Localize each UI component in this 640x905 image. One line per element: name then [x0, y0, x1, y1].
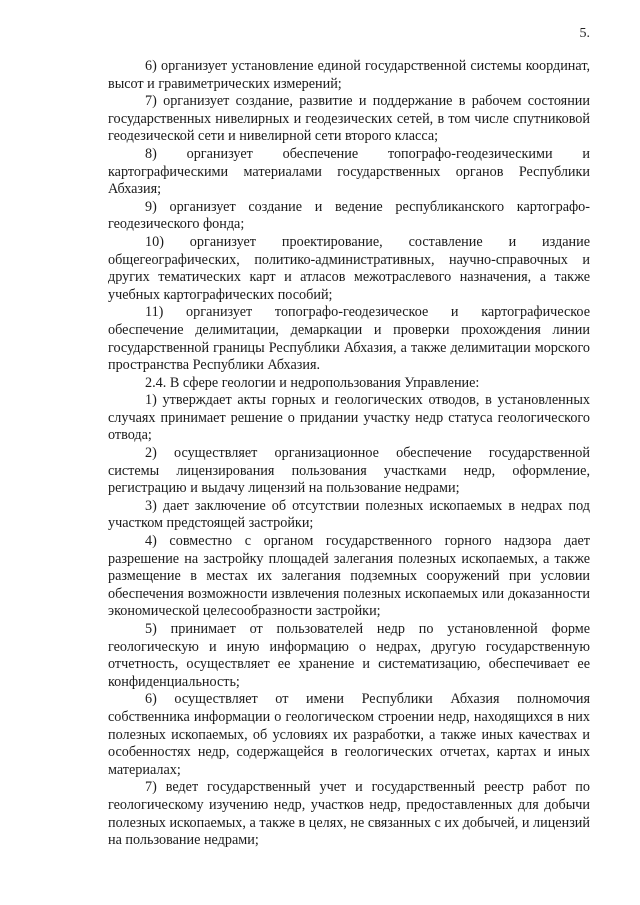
paragraph-4-construction-permit: 4) совместно с органом государственного горного надзора дает разрешение на застройку площадей залегания полезных ископаемых, а также размещение в местах их залегания подземных сооружений при условии обеспечения возможности извлечения полезных ископаемых или доказанности экономической целесообразности застройки; [108, 533, 590, 620]
paragraph-1-mining-allotments: 1) утверждает акты горных и геологических отводов, в установленных случаях принимает решение о придании участку недр статуса геологического отвода; [108, 392, 590, 444]
paragraph-2-licensing: 2) осуществляет организационное обеспечение государственной системы лицензирования пользования участками недр, оформление, регистрацию и выдачу лицензий на пользование недрами; [108, 445, 590, 497]
paragraph-11-border-delimitation: 11) организует топографо-геодезическое и картографическое обеспечение делимитации, демаркации и проверки прохождения линии государственной границы Республики Абхазия, а также делимитации морского пространства Республики Абхазия. [108, 304, 590, 374]
page-number: 5. [579, 26, 590, 41]
paragraph-8-materials-supply: 8) организует обеспечение топографо-геодезическими и картографическими материалами государственных органов Республики Абхазия; [108, 145, 590, 198]
document-body [108, 58, 590, 850]
paragraph-5-geological-information: 5) принимает от пользователей недр по установленной форме геологическую и иную информацию о недрах, другую государственную отчетность, осуществляет ее хранение и систематизацию, обеспечивает ее конфиденциальность; [108, 621, 590, 690]
paragraph-9-cartographic-fund: 9) организует создание и ведение республиканского картографо-геодезического фонда; [108, 198, 590, 233]
paragraph-10-maps-atlases: 10) организует проектирование, составление и издание общегеографических, политико-административных, научно-справочных и других тематических карт и атласов межотраслевого назначения, а также учебных картографических пособий; [108, 233, 590, 303]
paragraph-7-geodetic-networks: 7) организует создание, развитие и поддержание в рабочем состоянии государственных нивелирных и геодезических сетей, в том числе спутниковой геодезической сети и нивелирной сети второго класса; [108, 93, 590, 145]
paragraph-6-information-owner: 6) осуществляет от имени Республики Абхазия полномочия собственника информации о геологическом строении недр, находящихся в них полезных ископаемых, об условиях их разработки, а также иных качествах и особенностях недр, содержащейся в геологических отчетах, картах и иных материалах; [108, 691, 590, 778]
section-heading-2-4: 2.4. В сфере геологии и недропользования Управление: [145, 374, 480, 391]
paragraph-6-coordinates: 6) организует установление единой государственной системы координат, высот и гравиметрических измерений; [108, 58, 590, 92]
paragraph-7-state-registry: 7) ведет государственный учет и государственный реестр работ по геологическому изучению недр, участков недр, предоставленных для добычи полезных ископаемых, а также в целях, не связанных с их добычей, и лицензий на пользование недрами; [108, 779, 590, 849]
paragraph-3-absence-conclusion: 3) дает заключение об отсутствии полезных ископаемых в недрах под участком предстоящей застройки; [108, 497, 590, 532]
